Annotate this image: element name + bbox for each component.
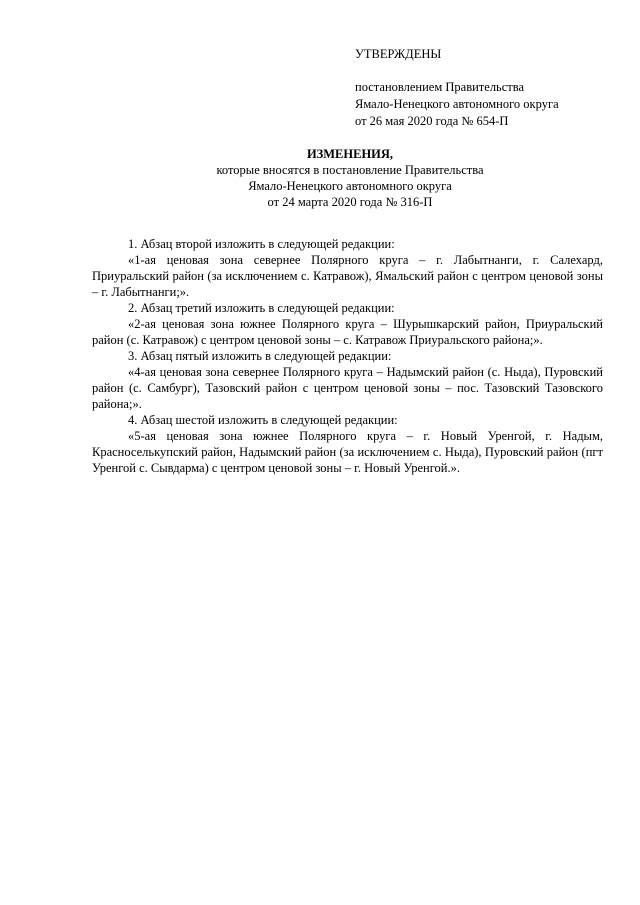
approval-line: Ямало-Ненецкого автономного округа	[355, 97, 559, 111]
title-line: от 24 марта 2020 года № 316-П	[267, 195, 433, 209]
paragraph-item-2-instruction: 2. Абзац третий изложить в следующей редакции:	[128, 301, 395, 315]
title-line: которые вносятся в постановление Правительства	[216, 163, 484, 177]
title-line: Ямало-Ненецкого автономного округа	[248, 179, 452, 193]
paragraph-item-4-instruction: 4. Абзац шестой изложить в следующей редакции:	[128, 413, 398, 427]
approval-line: от 26 мая 2020 года № 654-П	[355, 114, 509, 128]
approval-stamp	[355, 46, 559, 130]
paragraph-item-1-text: «1-ая ценовая зона севернее Полярного круга – г. Лабытнанги, г. Салехард, Приуральский район (за исключением с. Катравож), Ямальский район с центром ценовой зоны – г. Лабытнанги;».	[92, 253, 603, 299]
paragraph-item-3-text: «4-ая ценовая зона севернее Полярного круга – Надымский район (с. Ныда), Пуровский район (с. Самбург), Тазовский район с центром ценовой зоны – пос. Тазовский Тазовского района;».	[92, 365, 603, 411]
document-title: ИЗМЕНЕНИЯ,	[306, 147, 394, 161]
approval-line: постановлением Правительства	[355, 80, 525, 94]
paragraph-item-1-instruction: 1. Абзац второй изложить в следующей редакции:	[128, 237, 395, 251]
paragraph-item-4-text: «5-ая ценовая зона южнее Полярного круга – г. Новый Уренгой, г. Надым, Красноселькупский район, Надымский район (за исключением с. Ныда), Пуровский район (пгт Уренгой с. Сывдарма) с центром ценовой зоны – г. Новый Уренгой.».	[92, 429, 603, 475]
approval-heading: УТВЕРЖДЕНЫ	[355, 47, 442, 61]
document-title-block	[90, 146, 610, 210]
document-body	[92, 236, 603, 476]
paragraph-item-2-text: «2-ая ценовая зона южнее Полярного круга – Шурышкарский район, Приуральский район (с. Катравож) с центром ценовой зоны – с. Катравож Приуральского района;».	[92, 317, 603, 347]
paragraph-item-3-instruction: 3. Абзац пятый изложить в следующей редакции:	[128, 349, 392, 363]
